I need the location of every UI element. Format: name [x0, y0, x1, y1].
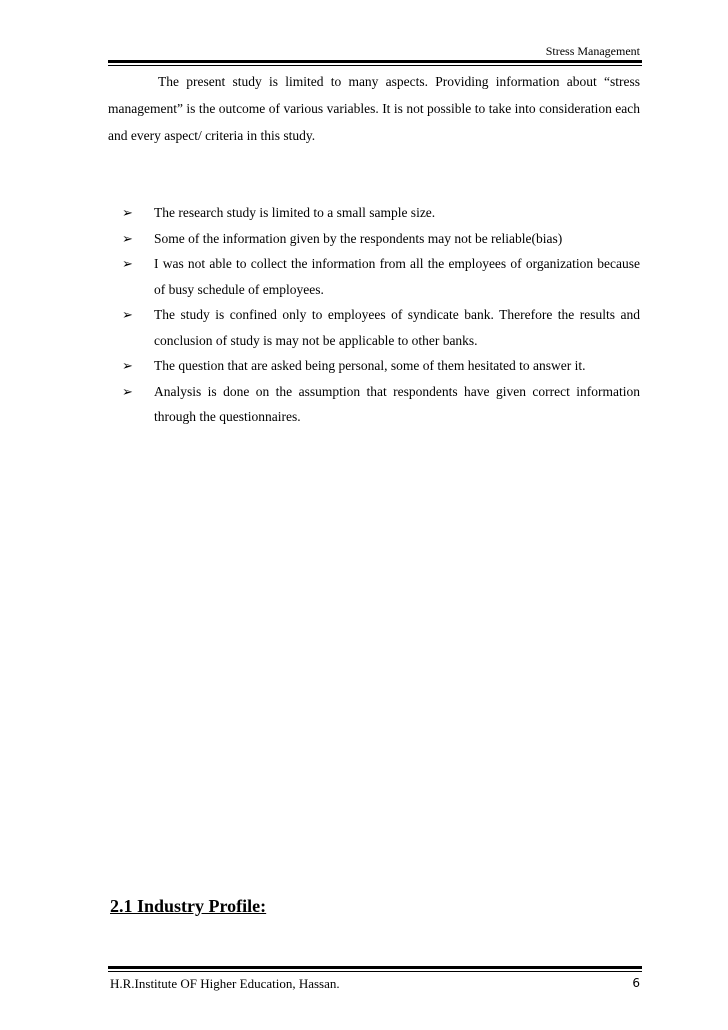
arrow-bullet-icon: ➢	[122, 307, 133, 322]
header-rule	[108, 60, 642, 63]
list-item	[122, 251, 640, 302]
arrow-bullet-icon: ➢	[122, 230, 133, 246]
footer-rule-thin	[108, 971, 642, 972]
header-title: Stress Management	[545, 44, 640, 58]
list-item-text: The research study is limited to a small sample size.	[154, 205, 436, 220]
footer-institution: H.R.Institute OF Higher Education, Hassan.	[110, 976, 340, 991]
list-item	[122, 226, 640, 252]
header-rule-thin	[108, 65, 642, 66]
arrow-bullet-icon: ➢	[122, 256, 133, 271]
list-item	[122, 379, 640, 430]
list-item-text: I was not able to collect the information from all the employees of organization because of busy schedule of employees.	[154, 256, 640, 297]
list-item-text: The study is confined only to employees of syndicate bank. Therefore the results and conclusion of study is may not be applicable to other banks.	[154, 307, 640, 348]
arrow-bullet-icon: ➢	[122, 205, 133, 220]
list-item	[122, 200, 640, 226]
intro-paragraph	[108, 68, 640, 149]
list-item-text: Analysis is done on the assumption that respondents have given correct information through the questionnaires.	[154, 383, 640, 424]
list-item-text: Some of the information given by the respondents may not be reliable(bias)	[154, 230, 563, 246]
footer-rule	[108, 966, 642, 969]
arrow-bullet-icon: ➢	[122, 358, 133, 373]
arrow-bullet-icon: ➢	[122, 383, 133, 399]
limitations-list	[122, 200, 640, 430]
intro-text: The present study is limited to many aspects. Providing information about “stress management” is the outcome of various variables. It is not possible to take into consideration each and every aspect/ criteria in this study.	[108, 74, 640, 143]
page-number: 6	[632, 976, 640, 990]
list-item	[122, 353, 640, 379]
section-heading: 2.1 Industry Profile:	[110, 896, 267, 916]
list-item-text: The question that are asked being personal, some of them hesitated to answer it.	[154, 358, 586, 373]
list-item	[122, 302, 640, 353]
